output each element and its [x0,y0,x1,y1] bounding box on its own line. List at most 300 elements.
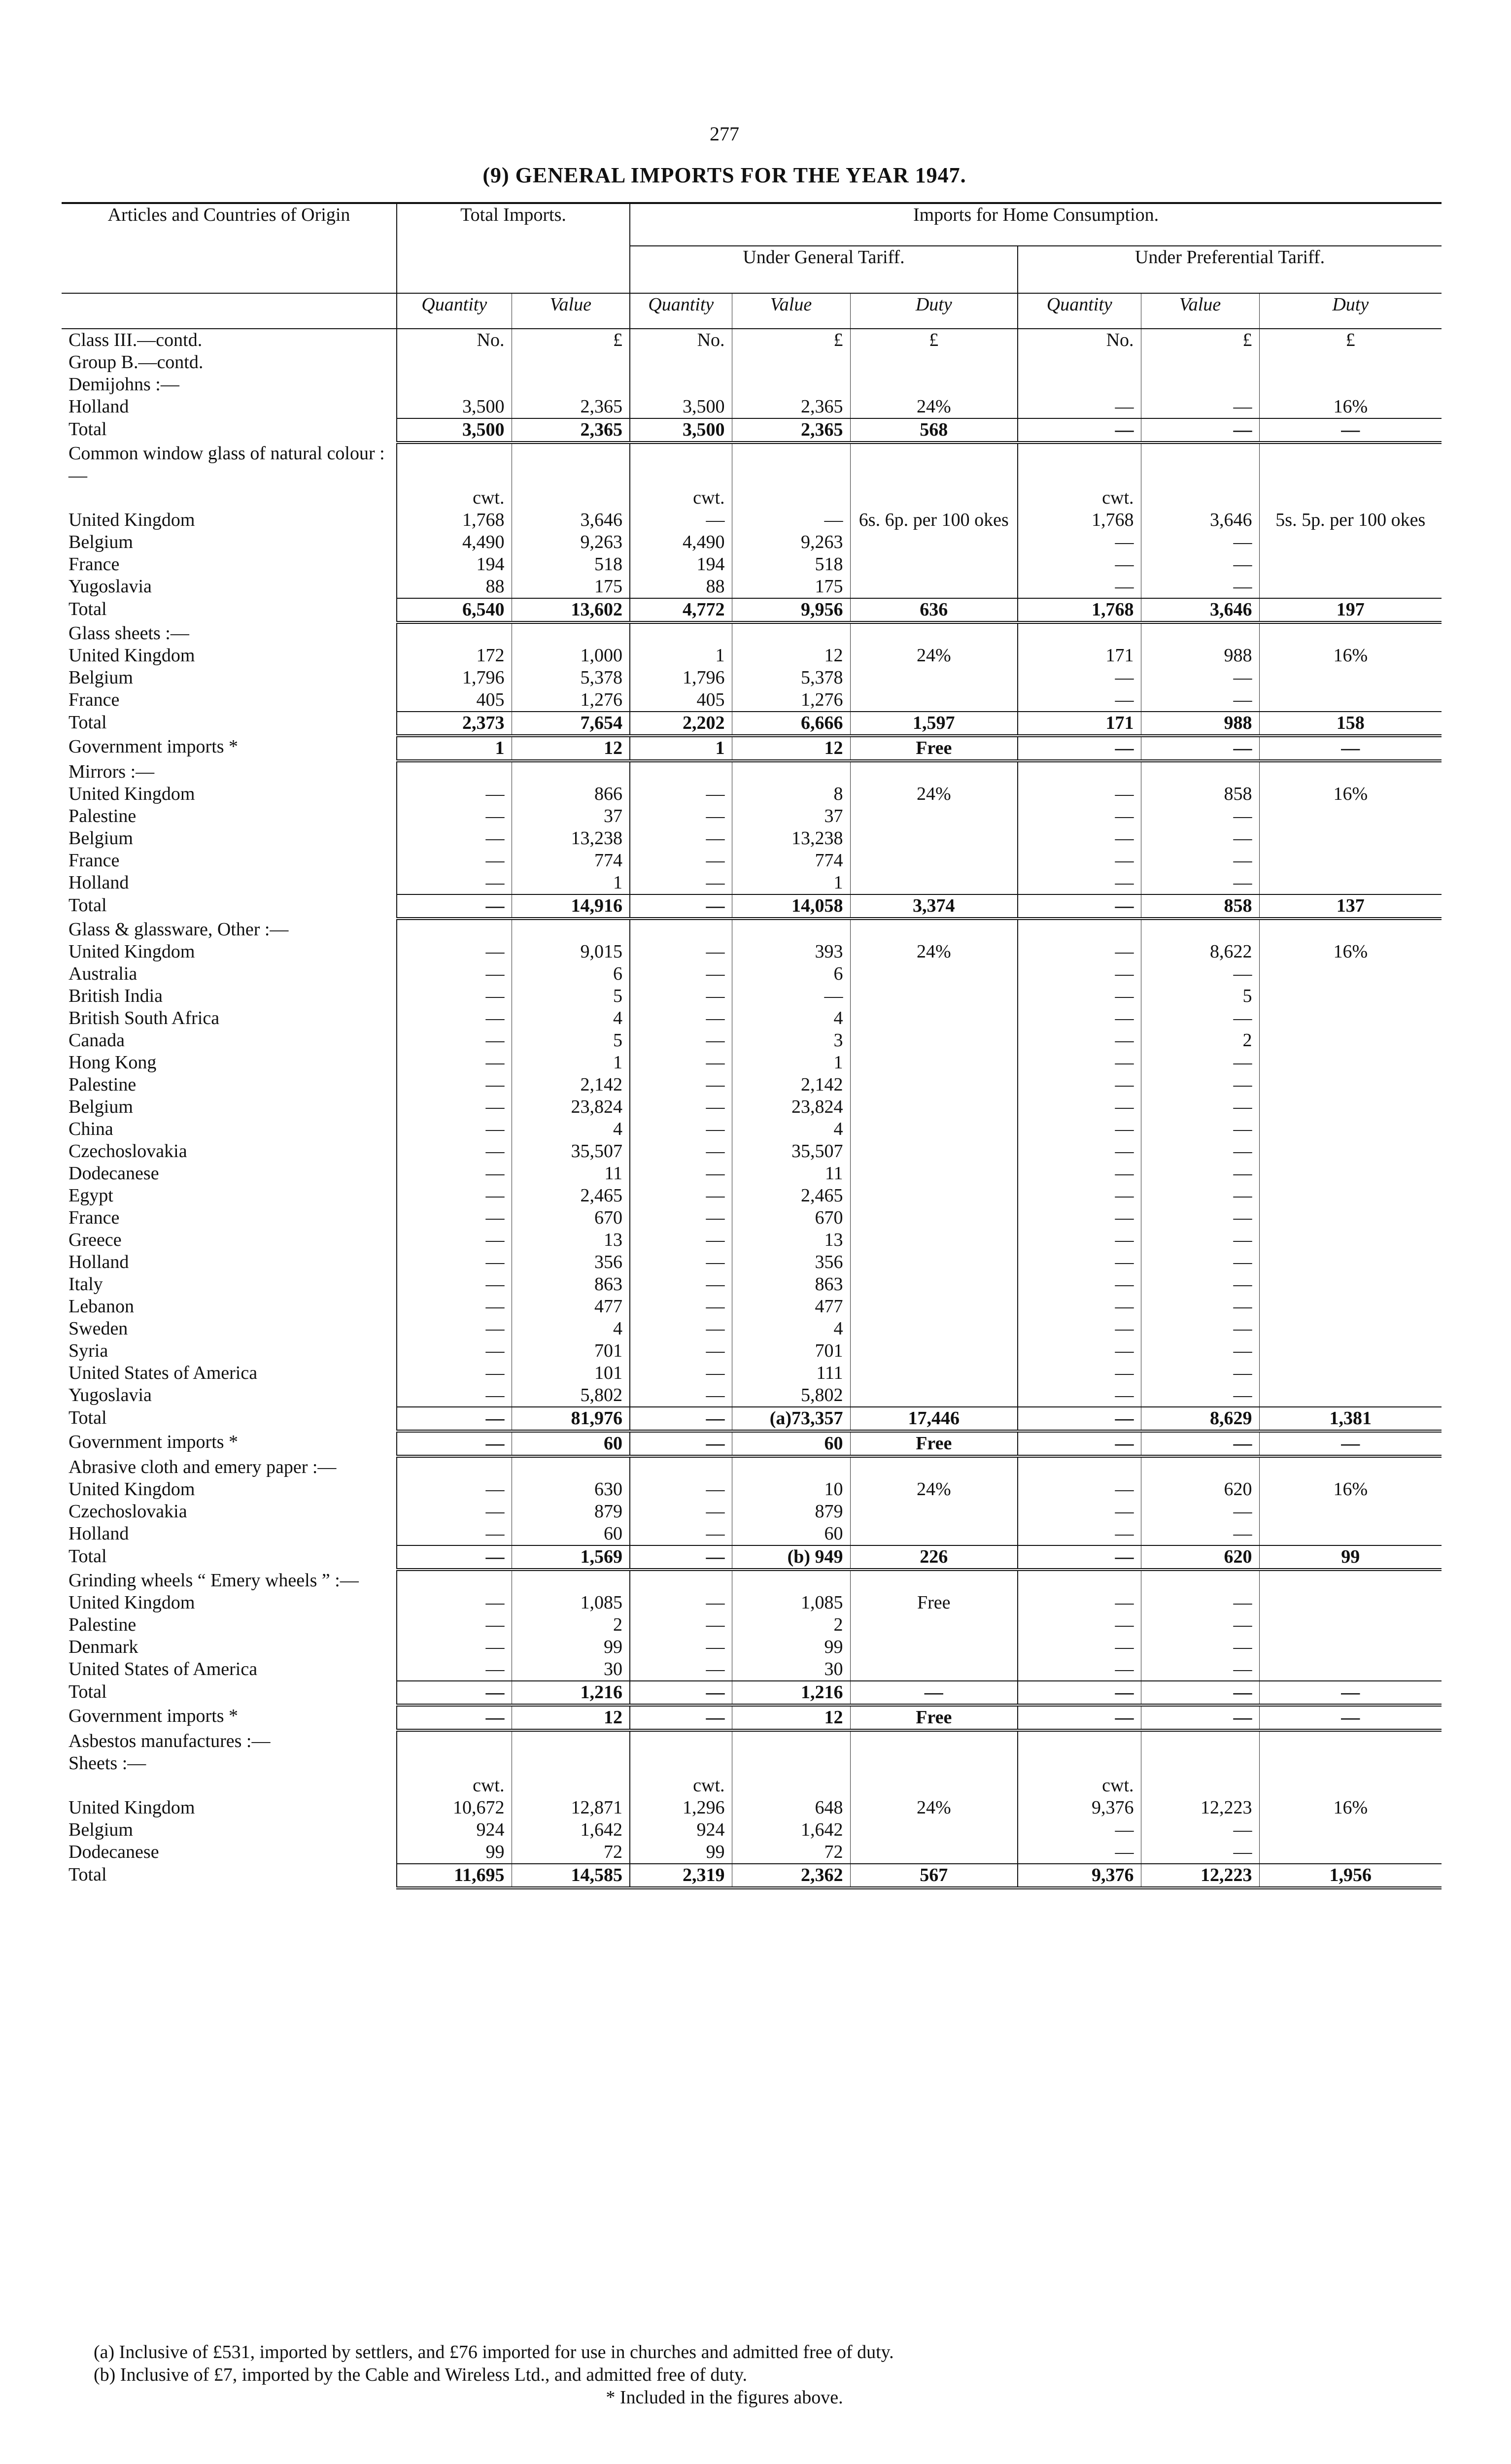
table-row [62,1296,1442,1318]
cell [1259,1384,1442,1407]
cell [850,1118,1018,1140]
cell [732,351,850,374]
cell: — [1018,1545,1141,1570]
row-label: United Kingdom [69,1479,195,1500]
cell [732,1752,850,1775]
header-home-consumption: Imports for Home Consumption. [630,203,1442,246]
cell: 14,585 [512,1864,630,1888]
cell: 1,642 [732,1819,850,1841]
cell: — [630,894,732,919]
cell [397,919,512,941]
cell: — [1018,1819,1141,1841]
footnote: (a) Inclusive of £531, imported by settlers, and £76 imported for use in churches and admitted free of duty. [94,2342,894,2362]
table-row [62,1318,1442,1340]
cell [732,374,850,396]
cell: 2,365 [732,396,850,418]
row-label: Hong Kong [69,1052,157,1073]
cell: 24% [850,1478,1018,1501]
cell: £ [512,329,630,351]
cell: — [630,1681,732,1705]
cell: — [630,509,732,531]
cell: 1 [512,1052,630,1074]
cell [1259,576,1442,598]
cell: 567 [850,1864,1018,1888]
cell: 12 [512,736,630,761]
cell: 5,378 [512,667,630,689]
cell: — [1141,1636,1259,1658]
cell: — [1141,1614,1259,1636]
row-label: Egypt [69,1185,113,1206]
cell: — [1018,1407,1141,1431]
cell: 11 [732,1163,850,1185]
cell: — [1018,1140,1141,1163]
row-label: Dodecanese [69,1163,159,1184]
table-row [62,1501,1442,1523]
cell: 3,646 [512,509,630,531]
table-row [62,963,1442,985]
cell [1259,1523,1442,1545]
cell: 99 [630,1841,732,1864]
table-row [62,1658,1442,1681]
cell: — [397,1273,512,1296]
cell: — [630,1207,732,1229]
cell: — [397,1318,512,1340]
cell: 5 [512,985,630,1007]
cell: 670 [512,1207,630,1229]
table-row [62,1523,1442,1545]
row-label: Belgium [69,532,133,552]
total-row [62,1681,1442,1705]
cell: — [397,941,512,963]
cell [1259,1636,1442,1658]
cell: 99 [397,1841,512,1864]
header-articles: Articles and Countries of Origin [62,203,397,293]
cell: — [397,1362,512,1384]
cell [1259,374,1442,396]
table-row [62,1636,1442,1658]
cell: 620 [1141,1478,1259,1501]
cell: — [630,1318,732,1340]
cell [732,761,850,783]
cell [397,443,512,487]
row-label: Australia [69,963,137,984]
cell: 16% [1259,645,1442,667]
table-row [62,1140,1442,1163]
cell: — [1018,783,1141,805]
cell: — [1141,736,1259,761]
total-row [62,736,1442,761]
cell: — [1259,418,1442,443]
cell: 518 [512,553,630,576]
cell: — [1018,576,1141,598]
cell: No. [1018,329,1141,351]
cell [397,374,512,396]
row-label: Lebanon [69,1296,134,1317]
header-pref-duty: Duty [1259,293,1442,329]
cell: 858 [1141,783,1259,805]
row-label: Total [69,1864,107,1885]
cell [850,872,1018,894]
cell: — [1018,1658,1141,1681]
cell: 101 [512,1362,630,1384]
cell: 12 [732,736,850,761]
cell: 6,666 [732,712,850,736]
cell: — [1018,872,1141,894]
cell [1259,1592,1442,1614]
cell [630,761,732,783]
cell [1259,1296,1442,1318]
cell: 60 [732,1523,850,1545]
cell: — [397,1207,512,1229]
section-heading: Common window glass of natural colour :— [69,443,385,486]
cell [397,1456,512,1478]
cell [850,1730,1018,1752]
section-heading-row [62,1456,1442,1478]
cell: 988 [1141,645,1259,667]
cell: — [630,1140,732,1163]
cell [1259,1007,1442,1029]
cell [1259,1570,1442,1592]
table-row [62,1478,1442,1501]
table-row [62,1163,1442,1185]
cell [850,1052,1018,1074]
cell [512,1570,630,1592]
cell: — [1018,1340,1141,1362]
cell: — [630,1074,732,1096]
cell [850,1819,1018,1841]
cell [397,622,512,645]
row-label: United Kingdom [69,1592,195,1613]
cell: 3,500 [397,396,512,418]
cell [850,1362,1018,1384]
cell [1259,827,1442,850]
cell: 1,768 [1018,509,1141,531]
cell: 13,238 [512,827,630,850]
cell [1259,1029,1442,1052]
cell [850,1658,1018,1681]
header-pref-value: Value [1141,293,1259,329]
cell: — [630,985,732,1007]
cell: cwt. [397,487,512,509]
cell [1259,850,1442,872]
cell: 24% [850,396,1018,418]
row-label: Government imports * [69,736,239,757]
cell [1259,1730,1442,1752]
cell: 37 [512,805,630,827]
cell: 393 [732,941,850,963]
cell: 171 [1018,712,1141,736]
cell [850,963,1018,985]
cell [512,622,630,645]
row-label: France [69,689,120,710]
cell: 2,142 [512,1074,630,1096]
cell [630,919,732,941]
cell: — [630,1296,732,1318]
row-label: France [69,554,120,575]
cell [732,1456,850,1478]
cell: 356 [732,1251,850,1273]
cell: 7,654 [512,712,630,736]
cell: — [397,1592,512,1614]
cell: 4 [732,1118,850,1140]
units-row [62,487,1442,509]
cell [1259,1185,1442,1207]
section-heading: Glass sheets :— [69,623,189,644]
cell: — [630,1118,732,1140]
cell: 99 [1259,1545,1442,1570]
row-label: Belgium [69,667,133,688]
row-label: Total [69,895,107,916]
cell: 12,223 [1141,1797,1259,1819]
cell: — [630,1407,732,1431]
cell: 1,276 [732,689,850,712]
cell [1141,1752,1259,1775]
cell [1259,1318,1442,1340]
cell: — [1141,531,1259,553]
cell: Free [850,1705,1018,1730]
cell [1259,872,1442,894]
cell [1141,1775,1259,1797]
cell: — [1141,1140,1259,1163]
cell: 518 [732,553,850,576]
cell [512,1730,630,1752]
cell: — [1018,1007,1141,1029]
cell: — [630,1501,732,1523]
table-row [62,1052,1442,1074]
cell: — [1018,1592,1141,1614]
cell [1018,351,1141,374]
row-label: Italy [69,1274,103,1295]
cell [1018,761,1141,783]
cell [1259,1273,1442,1296]
cell: 670 [732,1207,850,1229]
cell: — [630,1029,732,1052]
cell: — [1018,827,1141,850]
cell [732,622,850,645]
cell: 60 [512,1523,630,1545]
cell: — [1018,1362,1141,1384]
header-total-quantity: Quantity [397,293,512,329]
cell [1259,1340,1442,1362]
cell [1259,761,1442,783]
total-row [62,1545,1442,1570]
cell [1018,1730,1141,1752]
cell [850,1570,1018,1592]
row-label: Syria [69,1340,108,1361]
cell: 194 [397,553,512,576]
cell: — [1018,941,1141,963]
cell [512,374,630,396]
cell [1141,1570,1259,1592]
row-label: United Kingdom [69,1797,195,1818]
row-label: Government imports * [69,1706,239,1726]
cell: — [1141,1841,1259,1864]
cell: 4,490 [397,531,512,553]
cell [512,351,630,374]
cell: 10,672 [397,1797,512,1819]
header-pref-quantity: Quantity [1018,293,1141,329]
cell [1259,1456,1442,1478]
cell: — [1141,1362,1259,1384]
cell: — [630,1340,732,1362]
cell: 1,642 [512,1819,630,1841]
cell [1018,1752,1141,1775]
cell [850,1185,1018,1207]
row-label: United States of America [69,1363,258,1383]
cell [1259,1362,1442,1384]
cell: No. [397,329,512,351]
cell: 1 [397,736,512,761]
cell: 5,802 [732,1384,850,1407]
cell: — [1018,985,1141,1007]
table-row [62,1074,1442,1096]
cell [1259,1841,1442,1864]
cell: — [1018,1501,1141,1523]
cell [512,487,630,509]
cell [850,1229,1018,1251]
cell [850,443,1018,487]
cell: — [1141,1592,1259,1614]
cell: cwt. [1018,1775,1141,1797]
page-number: 277 [710,123,739,145]
cell [1259,553,1442,576]
cell: 5 [1141,985,1259,1007]
row-label: Total [69,1681,107,1702]
cell: 24% [850,1797,1018,1819]
cell: — [397,1007,512,1029]
cell [512,761,630,783]
cell: 1,216 [732,1681,850,1705]
cell: 24% [850,941,1018,963]
cell: 24% [850,783,1018,805]
cell: — [1259,1431,1442,1456]
cell [732,1730,850,1752]
cell: — [630,827,732,850]
row-label: Holland [69,396,129,417]
section-heading-row [62,443,1442,487]
total-row [62,1431,1442,1456]
cell [630,1730,732,1752]
cell: — [630,963,732,985]
cell [850,622,1018,645]
cell: — [1141,1658,1259,1681]
cell: — [397,1658,512,1681]
cell: 879 [732,1501,850,1523]
cell: — [397,872,512,894]
cell: — [397,1229,512,1251]
cell [1259,1163,1442,1185]
cell: — [397,1431,512,1456]
cell: 477 [512,1296,630,1318]
cell: 3,500 [397,418,512,443]
cell: 12 [732,1705,850,1730]
section-heading-row [62,351,1442,374]
cell [512,919,630,941]
cell: 1,085 [512,1592,630,1614]
cell: — [1141,1705,1259,1730]
cell: 863 [732,1273,850,1296]
cell [630,351,732,374]
cell: 35,507 [732,1140,850,1163]
cell: — [1018,1296,1141,1318]
cell [732,1570,850,1592]
cell: — [1141,1096,1259,1118]
cell [1141,351,1259,374]
cell: 13,602 [512,598,630,622]
cell: 648 [732,1797,850,1819]
cell: — [397,1163,512,1185]
cell: (b) 949 [732,1545,850,1570]
row-label: Total [69,1546,107,1567]
cell: 3,646 [1141,509,1259,531]
cell: 1,768 [397,509,512,531]
cell: — [1141,1185,1259,1207]
header-blank [62,293,397,329]
cell: — [1141,1229,1259,1251]
cell: — [630,1229,732,1251]
cell: 11,695 [397,1864,512,1888]
cell [1018,1456,1141,1478]
cell: — [397,1140,512,1163]
cell: 2 [732,1614,850,1636]
row-label: Palestine [69,806,137,826]
cell [1141,622,1259,645]
cell: 194 [630,553,732,576]
cell: 774 [732,850,850,872]
section-subheading: Demijohns :— [69,374,179,395]
section-heading-row [62,1730,1442,1752]
cell [1259,1752,1442,1775]
cell: — [397,1501,512,1523]
cell: 5,802 [512,1384,630,1407]
cell: 5s. 5p. per 100 okes [1259,509,1442,531]
cell: cwt. [630,487,732,509]
cell: — [630,1658,732,1681]
cell: 701 [512,1340,630,1362]
cell: 14,916 [512,894,630,919]
cell [1259,1819,1442,1841]
cell: — [397,1185,512,1207]
cell: 2,373 [397,712,512,736]
cell [1259,1614,1442,1636]
page-title: (9) GENERAL IMPORTS FOR THE YEAR 1947. [482,163,966,187]
cell [1141,487,1259,509]
cell [1141,1456,1259,1478]
cell: — [1018,1229,1141,1251]
cell: 11 [512,1163,630,1185]
cell [1141,443,1259,487]
cell [397,761,512,783]
row-label: Class III.—contd. [69,330,203,350]
cell [850,761,1018,783]
cell: — [1259,736,1442,761]
cell: — [630,783,732,805]
cell: 10 [732,1478,850,1501]
row-label: Belgium [69,1819,133,1840]
cell: 197 [1259,598,1442,622]
table-row [62,1118,1442,1140]
cell: — [1141,1431,1259,1456]
section-heading-row [62,1570,1442,1592]
cell: No. [630,329,732,351]
cell [850,805,1018,827]
cell: — [1141,1501,1259,1523]
cell [397,351,512,374]
cell: £ [850,329,1018,351]
table-row [62,1229,1442,1251]
cell: — [1018,1614,1141,1636]
cell: — [1141,872,1259,894]
